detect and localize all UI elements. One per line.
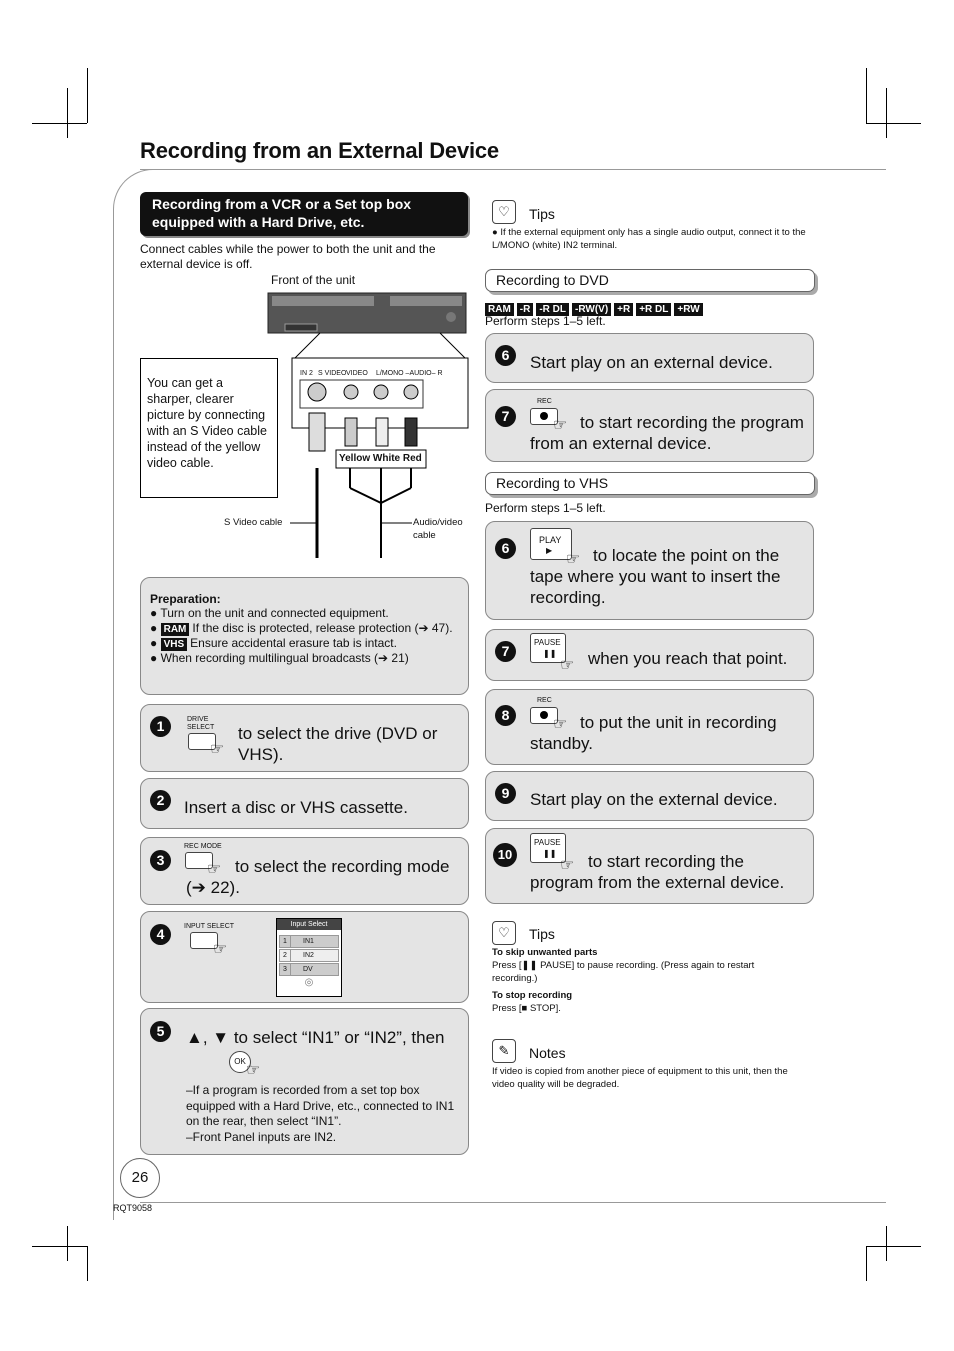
step-text: to start recording the program from the external device. xyxy=(530,852,785,892)
step5-note: –Front Panel inputs are IN2. xyxy=(186,1130,337,1144)
step-text: when you reach that point. xyxy=(588,649,788,668)
preparation-box xyxy=(140,577,469,695)
tips-icon: ♡ xyxy=(492,921,516,945)
hand-press-icon: ☞ xyxy=(553,417,568,434)
jack-label-svideo: S VIDEO xyxy=(318,370,347,377)
pause-icon: ❚❚ xyxy=(543,649,557,658)
doc-code: RQT9058 xyxy=(113,1203,153,1213)
dial-icon: ◎ xyxy=(304,977,314,988)
button-label: REC xyxy=(537,697,552,704)
step-text: to select the recording mode (➔ 22). xyxy=(186,857,450,897)
step-number: 7 xyxy=(495,406,516,427)
jack-label-audio: L/MONO –AUDIO– R xyxy=(376,370,443,377)
prep-item: ● Turn on the unit and connected equipment. xyxy=(150,606,389,620)
step-text: Insert a disc or VHS cassette. xyxy=(184,798,408,817)
hand-press-icon: ☞ xyxy=(566,551,581,568)
play-button: PLAY ▶ xyxy=(530,528,572,560)
vhs-heading: Recording to VHS xyxy=(485,472,815,495)
page-title: Recording from an External Device xyxy=(140,138,499,163)
prep-item: ● RAM If the disc is protected, release protection (➔ 47). xyxy=(150,621,453,635)
step-number: 4 xyxy=(150,924,171,945)
step-number: 8 xyxy=(495,705,516,726)
front-label: Front of the unit xyxy=(271,273,356,287)
step-number: 5 xyxy=(150,1021,171,1042)
perform-note: Perform steps 1–5 left. xyxy=(485,501,606,515)
tips-label: Tips xyxy=(529,206,555,222)
play-icon: ▶ xyxy=(546,546,553,555)
menu-row: 2 IN2 xyxy=(279,949,339,962)
step-text: Start play on an external device. xyxy=(530,353,773,372)
skip-text: Press [❚❚ PAUSE] to pause recording. (Press again to restart recording.) xyxy=(492,960,755,984)
menu-row: 3 DV xyxy=(279,963,339,976)
step-text: ▲, ▼ to select “IN1” or “IN2”, then xyxy=(186,1028,445,1047)
prep-item: ● VHS Ensure accidental erasure tab is intact. xyxy=(150,636,397,650)
hand-press-icon: ☞ xyxy=(207,861,222,878)
button-label: INPUT SELECT xyxy=(184,923,235,930)
frame-line-bottom xyxy=(140,1202,886,1203)
notes-icon: ✎ xyxy=(492,1039,516,1063)
tips-label: Tips xyxy=(529,926,555,942)
pause-button: PAUSE ❚❚ xyxy=(530,633,566,663)
hand-press-icon: ☞ xyxy=(246,1062,261,1079)
button-label: DRIVE SELECT xyxy=(187,716,215,731)
hand-press-icon: ☞ xyxy=(560,857,575,874)
dvd-heading: Recording to DVD xyxy=(485,269,815,292)
pause-icon: ❚❚ xyxy=(543,849,557,858)
step5-note: –If a program is recorded from a set top box equipped with a Hard Drive, etc., connected to IN1 on the rear, then select “IN1”. xyxy=(186,1083,455,1128)
button-label: REC xyxy=(537,398,552,405)
step-number: 7 xyxy=(495,641,516,662)
hand-press-icon: ☞ xyxy=(560,657,575,674)
hand-press-icon: ☞ xyxy=(213,941,228,958)
tips-icon: ♡ xyxy=(492,200,516,224)
plug-colors: Yellow White Red xyxy=(339,453,422,464)
input-select-menu xyxy=(276,918,342,997)
svideo-callout: You can get a sharper, clearer picture by connecting with an S Video cable instead of the yellow video cable. xyxy=(140,358,278,498)
perform-note: Perform steps 1–5 left. xyxy=(485,314,606,328)
menu-row: 1 IN1 xyxy=(279,935,339,948)
stop-text: Press [■ STOP]. xyxy=(492,1003,561,1014)
pause-button: PAUSE ❚❚ xyxy=(530,833,566,863)
step-number: 10 xyxy=(493,843,517,867)
step-text: Start play on the external device. xyxy=(530,790,778,809)
frame-line xyxy=(140,169,886,170)
notes-text: If video is copied from another piece of equipment to this unit, then the video quality will be degraded. xyxy=(492,1066,788,1090)
button-label: REC MODE xyxy=(184,843,222,850)
step-number: 2 xyxy=(150,790,171,811)
connect-note: Connect cables while the power to both the unit and the external device is off. xyxy=(140,242,436,271)
tips-text: ● If the external equipment only has a single audio output, connect it to the L/MONO (white) IN2 terminal. xyxy=(492,227,806,251)
jack-label-video: VIDEO xyxy=(346,370,368,377)
ok-button: OK xyxy=(229,1051,251,1073)
step-number: 6 xyxy=(495,345,516,366)
hand-press-icon: ☞ xyxy=(210,741,225,758)
step-text: to put the unit in recording standby. xyxy=(530,713,777,753)
stop-title: To stop recording xyxy=(492,990,573,1001)
menu-title: Input Select xyxy=(277,919,341,930)
jack-label-in2: IN 2 xyxy=(300,370,313,377)
dvd-disc-tags: RAM -R -R DL -RW(V) +R +R DL +RW xyxy=(485,299,706,317)
hand-press-icon: ☞ xyxy=(553,716,568,733)
prep-item: ● When recording multilingual broadcasts (➔ 21) xyxy=(150,651,409,665)
step-text: to select the drive (DVD or VHS). xyxy=(238,724,438,764)
step-number: 3 xyxy=(150,850,171,871)
step-number: 1 xyxy=(150,716,171,737)
step-text: to start recording the program from an external device. xyxy=(530,413,804,453)
page-number: 26 xyxy=(120,1158,160,1198)
section-heading: Recording from a VCR or a Set top box equipped with a Hard Drive, etc. xyxy=(140,192,468,236)
step-text: to locate the point on the tape where you want to insert the recording. xyxy=(530,546,781,607)
svideo-cable-label: S Video cable xyxy=(224,517,283,528)
prep-title: Preparation: xyxy=(150,592,221,606)
av-cable-label: Audio/video cable xyxy=(413,517,463,541)
step-number: 9 xyxy=(495,783,516,804)
notes-label: Notes xyxy=(529,1045,566,1061)
step-number: 6 xyxy=(495,538,516,559)
skip-title: To skip unwanted parts xyxy=(492,947,598,958)
